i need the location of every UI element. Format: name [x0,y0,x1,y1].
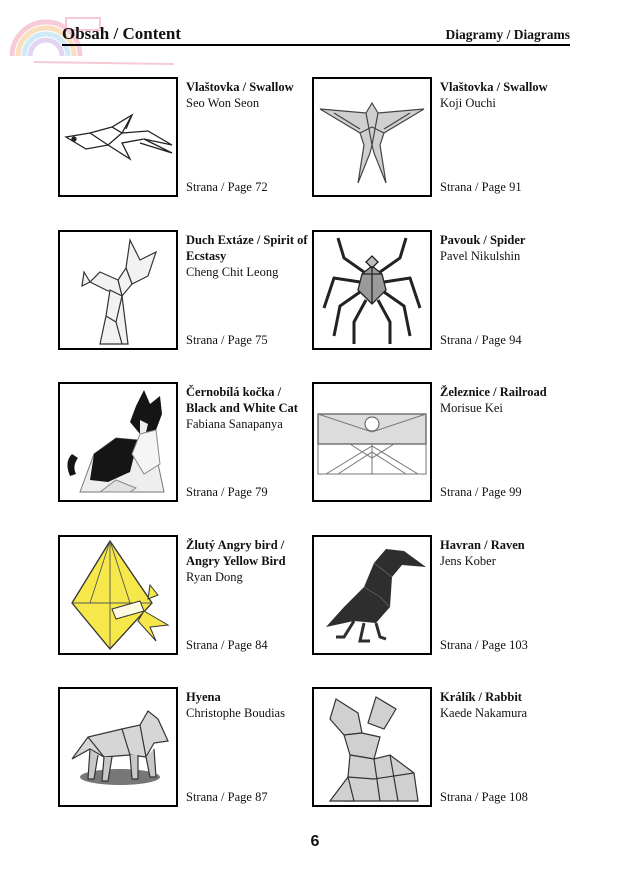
entry-page[interactable]: Strana / Page 94 [440,333,522,347]
entry-rabbit[interactable] [312,687,566,807]
raven-origami-icon [314,537,430,653]
entry-hyena[interactable] [58,687,312,807]
diagram-thumbnail [312,77,432,197]
diagram-thumbnail [58,77,178,197]
entry-swallow-ouchi[interactable] [312,77,566,197]
angry-yellow-bird-origami-icon [60,537,176,653]
entry-page[interactable]: Strana / Page 91 [440,180,522,194]
entry-author: Ryan Dong [186,570,243,584]
diagram-thumbnail [58,382,178,502]
entry-title: Pavouk / Spider [440,233,526,247]
diagram-thumbnail [312,535,432,655]
diagram-thumbnail [58,230,178,350]
entry-page[interactable]: Strana / Page 75 [186,333,268,347]
entry-author: Cheng Chit Leong [186,265,279,279]
entry-author: Christophe Boudias [186,706,285,720]
swallow-origami-icon [314,79,430,195]
header-title-right: Diagramy / Diagrams [445,27,570,42]
entry-title: Hyena [186,690,221,704]
entry-angry-yellow-bird[interactable] [58,535,312,655]
diagram-thumbnail [58,535,178,655]
rabbit-origami-icon [314,689,430,805]
entry-author: Seo Won Seon [186,96,260,110]
page-number: 6 [310,833,320,850]
hyena-origami-icon [60,689,176,805]
entry-author: Koji Ouchi [440,96,496,110]
swallow-origami-icon [60,79,176,195]
spider-origami-icon [314,232,430,348]
entry-swallow-seo[interactable] [58,77,312,197]
entry-title: Vlaštovka / Swallow [440,80,548,94]
entry-page[interactable]: Strana / Page 108 [440,790,528,804]
entry-title: Havran / Raven [440,538,525,552]
diagram-thumbnail [312,382,432,502]
entry-author: Jens Kober [440,554,496,568]
entry-black-white-cat[interactable] [58,382,312,502]
entry-author: Fabiana Sanapanya [186,417,283,431]
entry-author: Pavel Nikulshin [440,249,521,263]
entry-title: Duch Extáze / Spirit of Ecstasy [186,233,308,263]
entry-spider[interactable] [312,230,566,350]
entry-spirit-of-ecstasy[interactable] [58,230,312,350]
railroad-origami-icon [314,384,430,500]
entry-page[interactable]: Strana / Page 84 [186,638,268,652]
cat-origami-icon [60,384,176,500]
entry-author: Morisue Kei [440,401,503,415]
entry-title: Vlaštovka / Swallow [186,80,294,94]
entry-page[interactable]: Strana / Page 103 [440,638,528,652]
entry-page[interactable]: Strana / Page 79 [186,485,268,499]
entry-page[interactable]: Strana / Page 99 [440,485,522,499]
entry-title: Žlutý Angry bird / Angry Yellow Bird [186,538,286,568]
diagram-thumbnail [312,687,432,807]
diagram-thumbnail [58,687,178,807]
entry-railroad[interactable] [312,382,566,502]
header-title-left: Obsah / Content [62,24,182,43]
diagram-thumbnail [312,230,432,350]
entry-page[interactable]: Strana / Page 72 [186,180,268,194]
entry-title: Železnice / Railroad [440,385,547,399]
entry-author: Kaede Nakamura [440,706,528,720]
entry-page[interactable]: Strana / Page 87 [186,790,268,804]
entry-title: Černobílá kočka / Black and White Cat [186,385,298,415]
entry-title: Králík / Rabbit [440,690,522,704]
page-header [62,26,570,46]
spirit-of-ecstasy-origami-icon [60,232,176,348]
entry-raven[interactable] [312,535,566,655]
